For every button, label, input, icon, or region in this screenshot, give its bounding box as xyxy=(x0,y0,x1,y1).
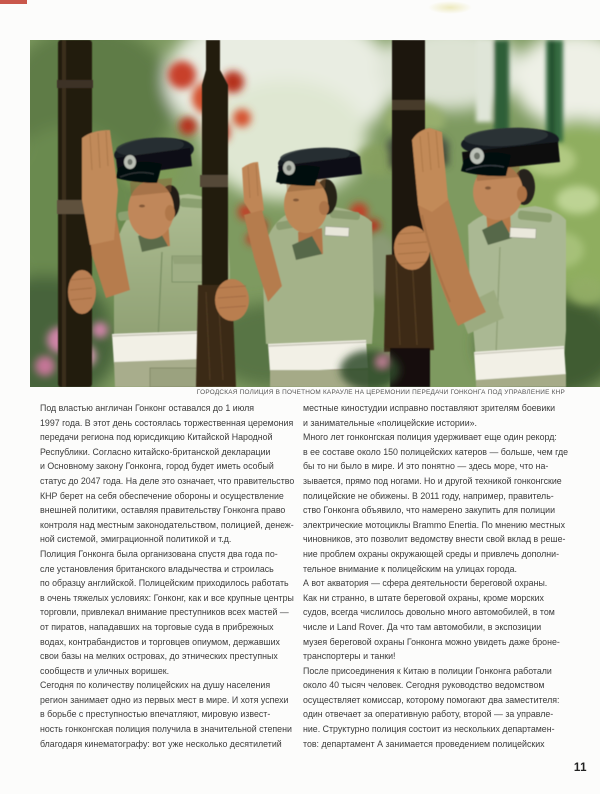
text-line: в ее составе около 150 полицейских катеров — больше, чем где xyxy=(303,446,569,458)
text-line: в очень тяжелых условиях: Гонконг, как и все крупные центры xyxy=(40,592,294,604)
text-line: местные киностудии исправно поставляют зрителям боевики xyxy=(303,403,556,414)
text-line: ние. Структурно полиция состоит из нескольких департамен- xyxy=(303,724,555,736)
text-line: благодаря кинематографу: вот уже несколько десятилетий xyxy=(40,738,282,750)
text-line: свои базы на мелких островах, до этнических преступных xyxy=(40,651,278,663)
text-line: и Основному закону Гонконга, город будет иметь особый xyxy=(40,461,274,473)
text-line: осуществляет комиссар, которому помогают два заместителя: xyxy=(303,694,560,706)
text-line: бы то ни было в мире. И это понятно — здесь море, что на- xyxy=(303,461,549,473)
text-line: ность гонконгская полиция получила в значительной степени xyxy=(40,724,292,736)
text-line: ной системой, эмиграционной политикой и т.д. xyxy=(40,534,232,546)
text-line: А вот акватория — сфера деятельности береговой охраны. xyxy=(303,578,548,590)
text-line: торговли, привлекал внимание преступников всех мастей — xyxy=(40,607,289,619)
text-line: водах, контрабандистов и торговцев опиумом, державших xyxy=(40,636,280,648)
text-line: внешней политики, оставляя правительству Гонконга право xyxy=(40,505,286,517)
text-line: статус до 2047 года. На деле это означает, что правительство xyxy=(40,475,295,487)
photo-honor-guard xyxy=(30,40,600,387)
text-line: После присоединения к Китаю в полиции Гонконга работали xyxy=(303,665,552,677)
photo-illustration xyxy=(30,40,600,387)
text-line: 1997 года. В этот день состоялась торжественная церемония xyxy=(40,417,294,429)
text-line: Сегодня по количеству полицейских на душу населения xyxy=(40,680,271,692)
text-line: регион занимает одно из первых мест в мире. И хотя успехи xyxy=(40,694,289,706)
text-line: тов: департамент А занимается проведением полицейских xyxy=(303,738,545,750)
text-line: музея береговой охраны Гонконга можно увидеть даже броне- xyxy=(303,636,560,648)
text-line: передачи региона под юрисдикцию Китайской Народной xyxy=(40,432,273,444)
text-line: и занимательные «полицейские истории». xyxy=(303,417,477,429)
text-line: Много лет гонконгская полиция удерживает еще один рекорд: xyxy=(303,432,557,444)
scan-artifact-smudge xyxy=(428,1,472,14)
scan-artifact-red xyxy=(0,0,27,4)
text-line: ние проблем охраны окружающей среды и привлечь дополни- xyxy=(303,548,560,560)
text-line: контроля над местным законодательством, полицией, денеж- xyxy=(40,519,294,531)
text-line: Полиция Гонконга была организована спустя два года по- xyxy=(40,548,278,560)
text-line: один отвечает за оперативную работу, второй — за управле- xyxy=(303,709,554,721)
officer-1-grip-hand xyxy=(68,270,96,314)
text-line: судов, всегда числилось довольно много автомобилей, в том xyxy=(303,607,555,619)
text-line: тельное внимание к полицейским на улицах города. xyxy=(303,563,517,575)
text-line: около 40 тысяч человек. Сегодня руководство ведомством xyxy=(303,680,545,692)
text-line: зывается, прямо под ногами. Но и другой техникой гонконгские xyxy=(303,475,562,487)
text-line: в борьбе с преступностью впечатляют, мировую извест- xyxy=(40,709,271,721)
text-line: от пиратов, нападавших на торговые суда в прибрежных xyxy=(40,621,274,633)
text-line: Как ни странно, в штате береговой охраны, кроме морских xyxy=(303,592,544,604)
text-column-right xyxy=(303,402,572,752)
text-line: КНР берет на себя обеспечение обороны и осуществление xyxy=(40,490,284,502)
text-line: транспортеры и танки! xyxy=(303,651,396,663)
text-line: сле установления британского владычества и строилась xyxy=(40,563,274,575)
text-column-left xyxy=(40,402,294,752)
text-line: по образцу английской. Полицейским приходилось работать xyxy=(40,578,289,590)
text-line: ство Гонконга объявило, что намерено закупить для полиции xyxy=(303,505,556,517)
officer-3-nametag xyxy=(510,227,536,238)
officer-2-grip-hand xyxy=(215,279,249,321)
text-line: сообществ и уличных воришек. xyxy=(40,665,170,677)
text-line: электрические мотоциклы Brammo Enertia. По мнению местных xyxy=(303,519,565,531)
text-line: чиновников, это позволит ведомству внести свой вклад в реше- xyxy=(303,534,566,546)
text-line: Под властью англичан Гонконг оставался до 1 июля xyxy=(40,403,255,414)
photo-caption: ГОРОДСКАЯ ПОЛИЦИЯ В ПОЧЕТНОМ КАРАУЛЕ НА ЦЕРЕМОНИИ ПЕРЕДАЧИ ГОНКОНГА ПОД УПРАВЛЕНИЕ КНР xyxy=(196,389,565,396)
officer-2-nametag xyxy=(325,226,349,236)
text-line: Республики. Согласно китайско-британской декларации xyxy=(40,446,271,458)
page-number: 11 xyxy=(573,762,587,774)
text-line: полицейские не обижены. В 2011 году, например, правитель- xyxy=(303,490,554,502)
text-line: числе и Land Rover. Да что там автомобили, в экспозиции xyxy=(303,621,542,633)
